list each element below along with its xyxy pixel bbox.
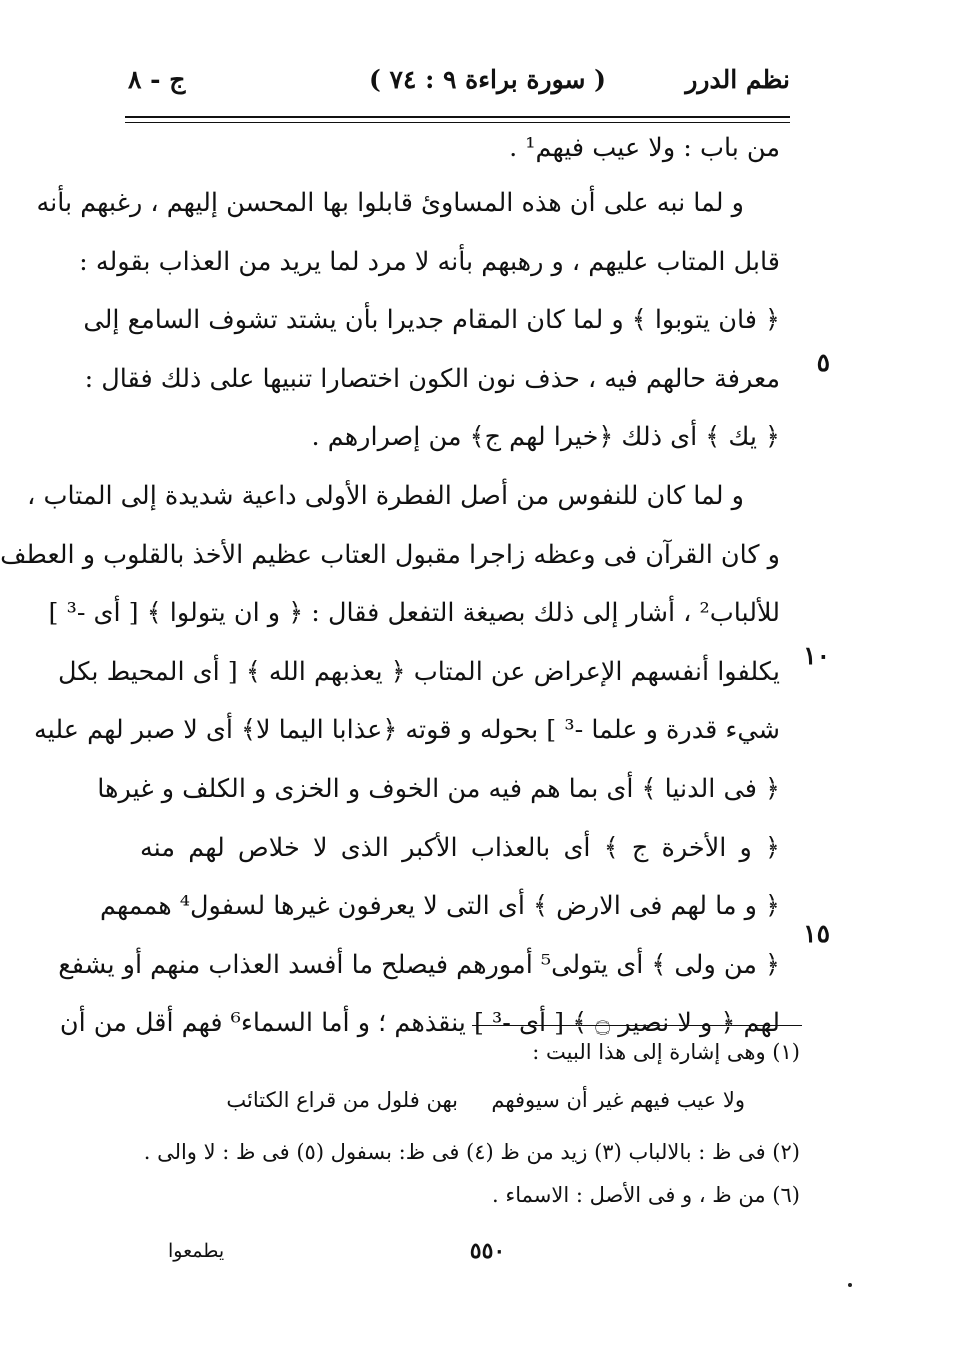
text-line: يكلفوا أنفسهم الإعراض عن المتاب ﴿ يعذبهم الله ﴾ [ أى المحيط بكل: [57, 656, 780, 687]
footnote-6: (٦) من ظ ، و فى الأصل : الاسماء .: [492, 1183, 800, 1207]
line-number-15: ١٥: [803, 919, 830, 948]
header-rule-top: [125, 116, 790, 118]
line-number-5: ٥: [816, 348, 830, 377]
text-line: من باب : ولا عيب فيهم¹ .: [509, 133, 780, 163]
footnote-verse: ولا عيب فيهم غير أن سيوفهم بهن فلول من قراع الكتائب: [226, 1088, 745, 1112]
text-line: قابل المتاب عليهم ، و رهبهم بأنه لا مرد لما يريد من العذاب بقوله :: [79, 246, 780, 277]
main-text: [0, 122, 780, 1053]
text-line: و لما كان للنفوس من أصل الفطرة الأولى داعية شديدة إلى المتاب ،: [27, 480, 744, 511]
footnote-1: (١) وهى إشارة إلى هذا البيت :: [532, 1040, 800, 1064]
scan-speck: [848, 1283, 852, 1287]
text-line: ﴿ من ولى ﴾ أى يتولى⁵ أمورهم فيصلح ما أفسد العذاب منهم أو يشفع: [58, 949, 780, 980]
text-line: ﴿ يك ﴾ أى ذلك ﴿خيرا لهم ج﴾ من إصرارهم .: [311, 422, 780, 453]
text-line: للألباب² ، أشار إلى ذلك بصيغة التفعل فقال : ﴿ و ان يتولوا ﴾ [ أى -³ ]: [48, 598, 780, 629]
text-line: و لما نبه على أن هذه المساوئ قابلوا بها المحسن إليهم ، رغبهم بأنه: [36, 188, 744, 218]
text-line: معرفة حالهم فيه ، حذف نون الكون اختصارا تنبيها على ذلك فقال :: [84, 363, 780, 394]
text-line: و كان القرآن فى وعظه زاجرا مقبول العتاب عظيم الأخذ بالقلوب و العطف: [0, 539, 780, 570]
text-line: ﴿ فان يتوبوا ﴾ و لما كان المقام جديرا بأن يشتد تشوف السامع إلى: [83, 305, 780, 336]
footnote-2-5: (٢) فى ظ : بالالباب (٣) زيد من ظ (٤) فى ظ: بسفول (٥) فى ظ : لا والى .: [143, 1140, 800, 1164]
text-line: ﴿ و ما لهم فى الارض ﴾ أى التى لا يعرفون غيرها لسفول⁴ هممهم: [100, 891, 780, 922]
surah-reference: ( سورة براءة ٩ : ٧٤ ): [368, 65, 606, 94]
text-line: ﴿ فى الدنيا ﴾ أى بما هم فيه من الخوف و الخزى و الكلف و غيرها: [97, 773, 780, 804]
catchword: يطمعوا: [168, 1240, 225, 1262]
volume-number: ج - ٨: [128, 65, 186, 94]
text-line: ﴿ و الأخرة ج ﴾ أى بالعذاب الأكبر الذى لا خلاص لهم منه: [140, 832, 780, 863]
text-line: شيء قدرة و علما -³ ] بحوله و قوته ﴿عذابا اليما لا﴾ أى لا صبر لهم عليه: [33, 715, 780, 746]
page-number: ٥٥٠: [469, 1238, 506, 1264]
text-line: لهم ﴿ و لا نصير ۝ ﴾ [ أى -³ ] ينقذهم ؛ و أما السماء⁶ فهم أقل من أن: [59, 1008, 780, 1039]
line-number-10: ١٠: [803, 641, 830, 670]
footnote-rule: [472, 1025, 802, 1026]
running-title: نظم الدرر: [685, 65, 790, 94]
